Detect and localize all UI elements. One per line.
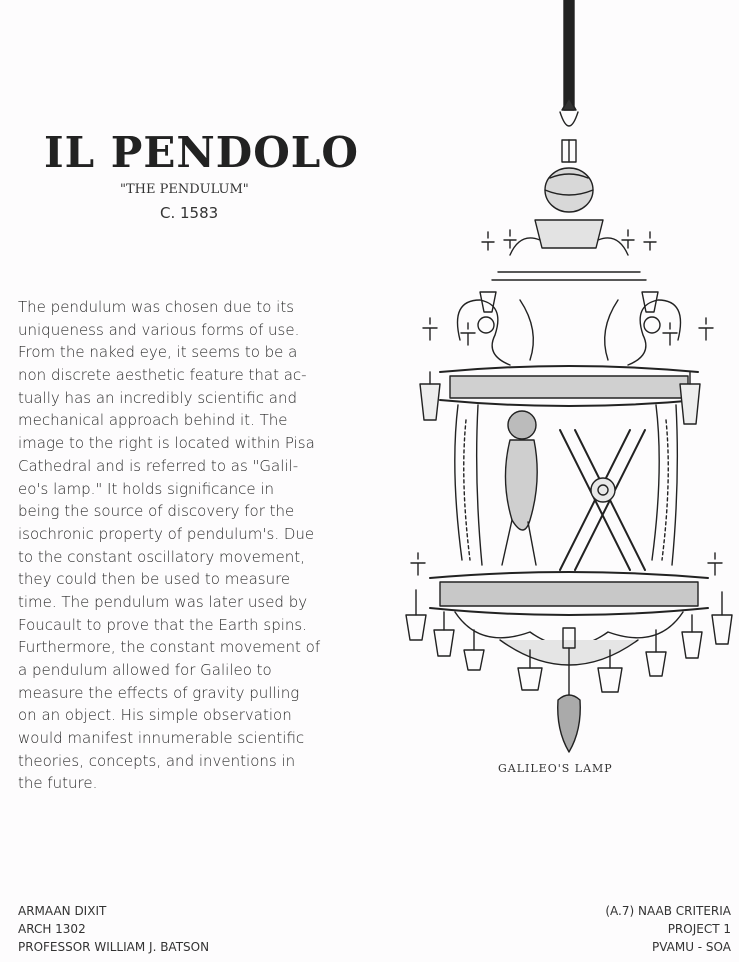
body-line: time. The pendulum was later used by	[18, 592, 308, 611]
project-label: PROJECT 1	[667, 922, 731, 936]
galileo-lamp-illustration	[400, 0, 739, 760]
course-code: ARCH 1302	[18, 922, 86, 936]
body-line: Foucault to prove that the Earth spins.	[18, 615, 307, 634]
body-line: Cathedral and is referred to as "Galil-	[18, 456, 299, 475]
body-line: eo's lamp." It holds significance in	[18, 479, 275, 498]
body-line: would manifest innumerable scientific	[18, 729, 305, 748]
illustration-caption: GALILEO'S LAMP	[498, 762, 613, 775]
body-line: to the constant oscillatory movement,	[18, 547, 305, 566]
body-line: they could then be used to measure	[18, 570, 291, 589]
body-line: isochronic property of pendulum's. Due	[18, 524, 315, 543]
date-label: C. 1583	[160, 204, 219, 222]
body-line: The pendulum was chosen due to its	[18, 298, 295, 316]
body-line: mechanical approach behind it. The	[18, 411, 288, 430]
author-name: ARMAAN DIXIT	[18, 904, 107, 918]
page-subtitle: "THE PENDULUM"	[120, 182, 249, 197]
professor-name: PROFESSOR WILLIAM J. BATSON	[18, 940, 210, 954]
body-line: image to the right is located within Pisa	[18, 434, 315, 453]
body-line: non discrete aesthetic feature that ac-	[18, 366, 307, 385]
body-line: a pendulum allowed for Galileo to	[18, 661, 272, 679]
body-line: Furthermore, the constant movement of	[18, 638, 321, 657]
body-line: the future.	[18, 774, 98, 793]
body-line: theories, concepts, and inventions in	[18, 751, 296, 770]
body-line: uniqueness and various forms of use.	[18, 320, 300, 339]
body-line: tually has an incredibly scientific and	[18, 388, 298, 407]
body-line: being the source of discovery for the	[18, 502, 295, 521]
criteria-label: (A.7) NAAB CRITERIA	[605, 904, 731, 918]
criteria-block	[605, 902, 731, 956]
body-line: From the naked eye, it seems to be a	[18, 343, 298, 362]
author-block	[18, 902, 209, 956]
body-line: on an object. His simple observation	[18, 706, 292, 725]
page-title: IL PENDOLO	[44, 128, 359, 177]
body-line: measure the effects of gravity pulling	[18, 683, 300, 702]
school-label: PVAMU - SOA	[651, 940, 731, 954]
body-paragraph	[18, 296, 388, 795]
